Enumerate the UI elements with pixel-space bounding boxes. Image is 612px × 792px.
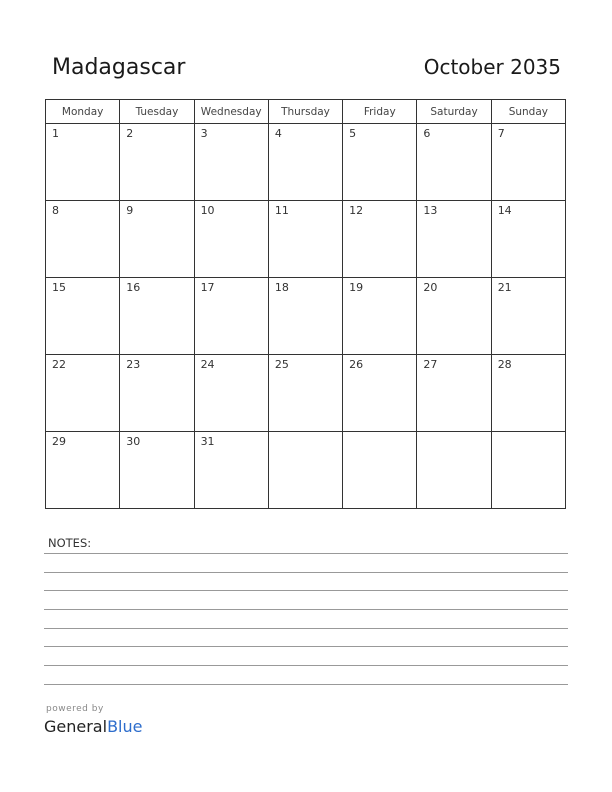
day-cell — [46, 201, 120, 278]
day-number: 21 — [497, 281, 512, 294]
day-cell — [194, 355, 268, 432]
brand-blue: Blue — [107, 717, 143, 736]
day-cell — [417, 124, 491, 201]
day-cell — [491, 201, 565, 278]
weekday-tuesday: Tuesday — [120, 100, 194, 124]
notes-line — [44, 590, 568, 591]
day-number: 18 — [274, 281, 289, 294]
day-cell — [120, 278, 194, 355]
notes-line — [44, 609, 568, 610]
day-number: 14 — [497, 204, 512, 217]
weekday-sunday: Sunday — [491, 100, 565, 124]
day-cell — [417, 278, 491, 355]
day-number: 28 — [497, 358, 512, 371]
day-cell — [120, 355, 194, 432]
day-cell — [417, 355, 491, 432]
calendar-grid — [45, 99, 566, 509]
day-cell — [491, 432, 565, 509]
day-number: 17 — [200, 281, 215, 294]
calendar-month-year: October 2035 — [423, 55, 561, 79]
day-cell — [120, 432, 194, 509]
day-cell — [417, 201, 491, 278]
day-cell — [120, 124, 194, 201]
notes-line — [44, 628, 568, 629]
day-number — [343, 432, 416, 435]
day-number: 4 — [274, 127, 282, 140]
day-number: 5 — [349, 127, 357, 140]
brand-general: General — [44, 717, 108, 736]
powered-by-text: powered by — [46, 704, 104, 714]
day-cell — [194, 124, 268, 201]
week-row — [46, 432, 566, 509]
day-cell — [343, 278, 417, 355]
weekday-thursday: Thursday — [268, 100, 342, 124]
day-number: 1 — [52, 127, 59, 140]
day-cell — [268, 278, 342, 355]
week-row — [46, 124, 566, 201]
day-number — [492, 432, 565, 435]
day-number: 31 — [200, 435, 215, 448]
day-cell — [46, 124, 120, 201]
day-cell — [491, 278, 565, 355]
day-number: 24 — [200, 358, 215, 371]
day-number: 16 — [126, 281, 141, 294]
day-number: 13 — [423, 204, 438, 217]
week-row — [46, 201, 566, 278]
day-cell — [417, 432, 491, 509]
day-number: 30 — [126, 435, 141, 448]
day-number: 22 — [52, 358, 66, 371]
day-number: 9 — [126, 204, 134, 217]
notes-line — [44, 665, 568, 666]
day-number: 25 — [274, 358, 289, 371]
day-cell — [194, 201, 268, 278]
day-cell — [120, 201, 194, 278]
day-number — [417, 432, 490, 435]
day-cell — [343, 124, 417, 201]
day-number: 19 — [349, 281, 364, 294]
notes-line — [44, 572, 568, 573]
day-number: 6 — [423, 127, 431, 140]
day-number: 15 — [52, 281, 66, 294]
weekday-header-row — [46, 100, 566, 124]
day-cell — [46, 278, 120, 355]
day-number: 23 — [126, 358, 141, 371]
notes-label: NOTES: — [48, 536, 92, 550]
week-row — [46, 278, 566, 355]
day-number: 10 — [200, 204, 215, 217]
day-number: 27 — [423, 358, 438, 371]
day-cell — [343, 355, 417, 432]
day-cell — [268, 432, 342, 509]
day-cell — [194, 432, 268, 509]
notes-line — [44, 646, 568, 647]
day-cell — [268, 201, 342, 278]
day-number: 7 — [497, 127, 505, 140]
day-cell — [46, 355, 120, 432]
day-cell — [491, 124, 565, 201]
day-number: 3 — [200, 127, 208, 140]
day-cell — [343, 201, 417, 278]
brand-logo — [44, 717, 142, 736]
day-number: 2 — [126, 127, 134, 140]
day-number: 29 — [52, 435, 66, 448]
day-cell — [268, 124, 342, 201]
weekday-wednesday: Wednesday — [194, 100, 268, 124]
calendar-country: Madagascar — [52, 55, 186, 80]
notes-line — [44, 684, 568, 685]
day-number: 12 — [349, 204, 364, 217]
day-number — [269, 432, 342, 435]
day-number: 20 — [423, 281, 438, 294]
day-cell — [46, 432, 120, 509]
weekday-monday: Monday — [46, 100, 120, 124]
day-number: 11 — [274, 204, 289, 217]
weekday-friday: Friday — [343, 100, 417, 124]
day-number: 26 — [349, 358, 364, 371]
weekday-saturday: Saturday — [417, 100, 491, 124]
notes-line — [44, 553, 568, 554]
day-cell — [194, 278, 268, 355]
week-row — [46, 355, 566, 432]
day-cell — [343, 432, 417, 509]
day-cell — [268, 355, 342, 432]
day-number: 8 — [52, 204, 59, 217]
day-cell — [491, 355, 565, 432]
